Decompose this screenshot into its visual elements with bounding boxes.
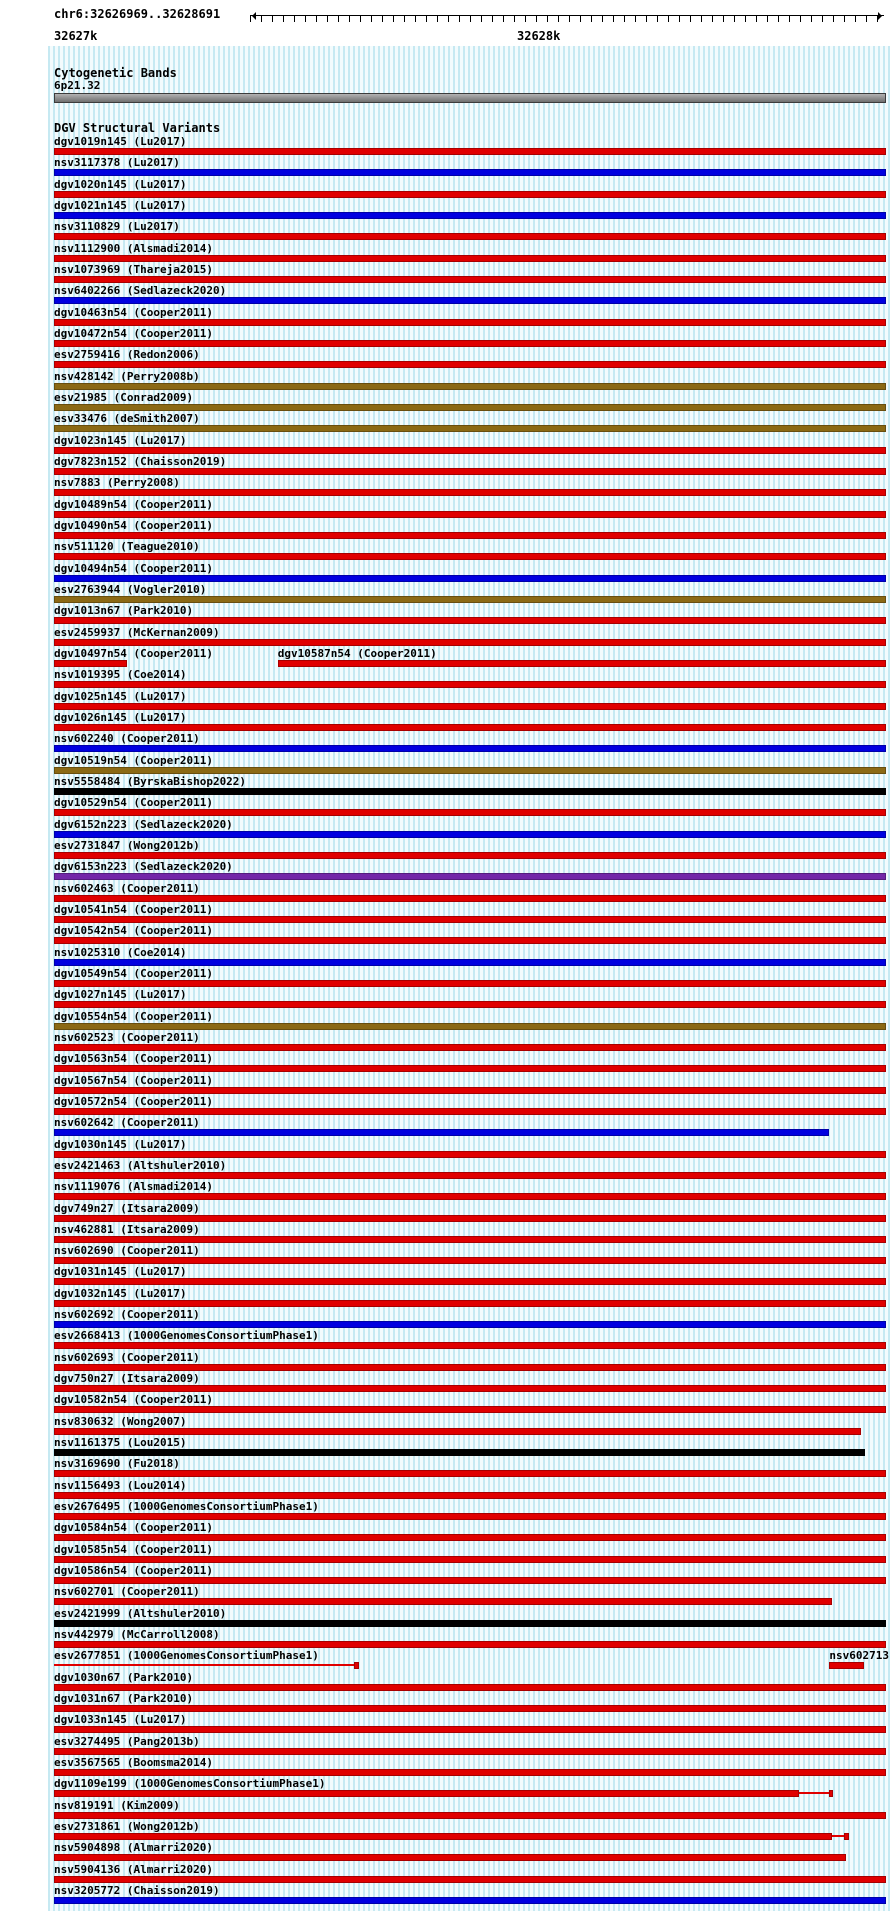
variant-label[interactable]: esv2421999 (Altshuler2010) [54,1606,227,1620]
variant-label[interactable]: nsv602713 [829,1649,890,1663]
variant-bar[interactable] [54,1385,886,1392]
variant-row [54,477,886,497]
variant-row [54,179,886,199]
variant-row [54,755,886,775]
variant-row [54,563,886,583]
variant-label[interactable]: nsv1019395 (Coe2014) [54,668,187,682]
variant-bar[interactable] [54,1108,886,1115]
variant-bar[interactable] [54,831,886,838]
variant-bar[interactable] [54,1470,886,1477]
variant-row [54,1842,886,1862]
variant-bar[interactable] [54,212,886,219]
variant-row [54,1053,886,1073]
variant-bar[interactable] [54,404,886,411]
variant-row [54,1266,886,1286]
variant-label[interactable]: nsv602693 (Cooper2011) [54,1350,200,1364]
variant-row [54,733,886,753]
variant-bar[interactable] [54,980,886,987]
variant-row [54,1672,886,1692]
variant-bar[interactable] [54,297,886,304]
variant-label[interactable]: dgv6152n223 (Sedlazeck2020) [54,817,233,831]
variant-row [54,819,886,839]
variant-label[interactable]: esv2731847 (Wong2012b) [54,838,200,852]
variant-row [54,157,886,177]
variant-row [54,1501,886,1521]
variant-bar[interactable] [54,468,886,475]
variant-bar[interactable] [54,191,886,198]
variant-label[interactable]: nsv602523 (Cooper2011) [54,1030,200,1044]
variant-label[interactable]: dgv10587n54 (Cooper2011) [277,646,437,660]
variant-row [54,1544,886,1564]
variant-bar[interactable] [844,1833,848,1840]
variant-row [54,1117,886,1137]
variant-bar[interactable] [54,233,886,240]
variant-label[interactable]: dgv1030n67 (Park2010) [54,1670,194,1684]
variant-bar[interactable] [54,1087,886,1094]
variant-row [54,1224,886,1244]
variant-bar[interactable] [54,809,886,816]
variant-bar[interactable] [54,1215,886,1222]
variant-row [54,584,886,604]
variant-bar[interactable] [829,1662,863,1669]
variant-label[interactable]: nsv5904898 (Almarri2020) [54,1841,213,1855]
variant-row [54,1394,886,1414]
ruler-tick-label-32627k: 32627k [54,29,98,43]
variant-row [54,1800,886,1820]
variant-bar[interactable] [54,1449,865,1456]
variant-bar[interactable] [54,1492,886,1499]
variant-bar[interactable] [54,1300,886,1307]
ruler-tick-label-32628k: 32628k [517,29,561,43]
variant-bar[interactable] [54,1406,886,1413]
variant-label[interactable]: nsv1156493 (Lou2014) [54,1478,187,1492]
variant-label[interactable]: dgv1032n145 (Lu2017) [54,1286,187,1300]
variant-row [54,1373,886,1393]
variant-label[interactable]: dgv1021n145 (Lu2017) [54,198,187,212]
variant-bar[interactable] [54,1876,886,1883]
variant-label[interactable]: nsv3117378 (Lu2017) [54,156,180,170]
variant-label[interactable]: nsv602642 (Cooper2011) [54,1116,200,1130]
variant-bar[interactable] [54,873,886,880]
variant-bar[interactable] [54,383,886,390]
variant-label[interactable]: nsv1119076 (Alsmadi2014) [54,1180,213,1194]
variant-bar[interactable] [54,1790,799,1797]
variant-label[interactable]: dgv1031n145 (Lu2017) [54,1265,187,1279]
variant-row [54,136,886,156]
variant-label[interactable]: dgv10549n54 (Cooper2011) [54,966,213,980]
variant-row [54,1565,886,1585]
variant-bar-line[interactable] [54,1664,357,1666]
variant-bar[interactable] [54,1513,886,1520]
variant-label[interactable]: esv3567565 (Boomsma2014) [54,1756,213,1770]
variant-bar[interactable] [54,959,886,966]
variant-bar[interactable] [54,553,886,560]
variant-bar[interactable] [54,639,886,646]
variant-row [54,1714,886,1734]
variant-label[interactable]: esv33476 (deSmith2007) [54,412,200,426]
variant-row [54,712,886,732]
variant-label[interactable]: esv2668413 (1000GenomesConsortiumPhase1) [54,1329,319,1343]
variant-label[interactable]: esv3274495 (Pang2013b) [54,1734,200,1748]
variant-bar[interactable] [54,895,886,902]
variant-label[interactable]: nsv428142 (Perry2008b) [54,369,200,383]
variant-row [54,627,886,647]
variant-bar[interactable] [54,703,886,710]
variant-bar[interactable] [54,1854,846,1861]
variant-row [54,1203,886,1223]
variant-label[interactable]: nsv1073969 (Thareja2015) [54,262,213,276]
variant-label[interactable]: nsv602240 (Cooper2011) [54,732,200,746]
variant-row [54,541,886,561]
variant-row [54,413,886,433]
variant-row [54,1416,886,1436]
variant-bar[interactable] [54,1044,886,1051]
variant-row [54,243,886,263]
variant-label[interactable]: dgv1019n145 (Lu2017) [54,135,187,148]
variant-bar[interactable] [54,511,886,518]
variant-row [54,989,886,1009]
variant-bar[interactable] [54,1364,886,1371]
variant-row [54,1330,886,1350]
variant-bar[interactable] [54,1193,886,1200]
variant-row [54,840,886,860]
variant-bar-line[interactable] [799,1792,831,1794]
variant-row [54,349,886,369]
variant-row [54,1885,886,1905]
variant-row [54,904,886,924]
variant-bar[interactable] [54,681,886,688]
variant-label[interactable]: nsv462881 (Itsara2009) [54,1222,200,1236]
variant-row [54,1629,886,1649]
variant-label[interactable]: dgv10463n54 (Cooper2011) [54,305,213,319]
variant-bar[interactable] [54,767,886,774]
variant-label[interactable]: esv2676495 (1000GenomesConsortiumPhase1) [54,1500,319,1514]
variant-bar[interactable] [54,937,886,944]
variant-label[interactable]: dgv1023n145 (Lu2017) [54,433,187,447]
variant-bar[interactable] [54,596,886,603]
variant-bar[interactable] [54,1278,886,1285]
variant-row [54,883,886,903]
variant-bar[interactable] [54,1812,886,1819]
variant-bar[interactable] [54,361,886,368]
variant-label[interactable]: dgv10554n54 (Cooper2011) [54,1009,213,1023]
variant-label[interactable]: nsv442979 (McCarroll2008) [54,1628,220,1642]
variant-row [54,1522,886,1542]
variant-bar[interactable] [54,1598,832,1605]
variant-row [54,776,886,796]
variant-row [54,1096,886,1116]
variant-label[interactable]: esv2677851 (1000GenomesConsortiumPhase1) [54,1649,319,1663]
variant-row [54,1586,886,1606]
variant-row [54,1736,886,1756]
dgv-variant-rows [54,135,890,1911]
ruler-left-arrow-icon [248,12,256,20]
variant-label[interactable]: nsv511120 (Teague2010) [54,540,200,554]
variant-bar[interactable] [54,1151,886,1158]
variant-bar[interactable] [54,1257,886,1264]
variant-bar[interactable] [54,660,127,667]
variant-label[interactable]: nsv1025310 (Coe2014) [54,945,187,959]
variant-row [54,1437,886,1457]
variant-bar[interactable] [54,169,886,176]
variant-row [54,1693,886,1713]
variant-bar[interactable] [54,1023,886,1030]
variant-label[interactable]: dgv10541n54 (Cooper2011) [54,902,213,916]
variant-row [54,691,886,711]
variant-bar[interactable] [54,1705,886,1712]
variant-bar[interactable] [54,724,886,731]
variant-label[interactable]: nsv602692 (Cooper2011) [54,1308,200,1322]
variant-label[interactable]: dgv1013n67 (Park2010) [54,604,194,618]
variant-row [54,1608,886,1628]
variant-label[interactable]: nsv1161375 (Lou2015) [54,1436,187,1450]
variant-bar[interactable] [54,1833,832,1840]
variant-bar[interactable] [54,489,886,496]
variant-label[interactable]: dgv10494n54 (Cooper2011) [54,561,213,575]
overview-ruler [250,15,884,22]
variant-bar[interactable] [54,1897,886,1904]
variant-bar[interactable] [54,852,886,859]
variant-label[interactable]: esv21985 (Conrad2009) [54,390,194,404]
cytoband-track-title: Cytogenetic Bands [54,66,177,80]
variant-bar[interactable] [54,1428,861,1435]
variant-label[interactable]: nsv819191 (Kim2009) [54,1798,180,1812]
variant-row [54,797,886,817]
variant-bar[interactable] [54,788,886,795]
variant-bar[interactable] [54,1534,886,1541]
variant-label[interactable]: dgv749n27 (Itsara2009) [54,1201,200,1215]
variant-label[interactable]: dgv750n27 (Itsara2009) [54,1372,200,1386]
variant-bar[interactable] [54,340,886,347]
variant-label[interactable]: dgv10519n54 (Cooper2011) [54,753,213,767]
variant-row [54,1245,886,1265]
variant-row [54,1458,886,1478]
variant-row [54,520,886,540]
cytoband-name: 6p21.32 [54,79,101,92]
variant-row [54,1032,886,1052]
variant-row [54,1075,886,1095]
variant-bar[interactable] [54,1172,886,1179]
variant-label[interactable]: nsv602690 (Cooper2011) [54,1244,200,1258]
variant-row [54,861,886,881]
variant-label[interactable]: dgv10582n54 (Cooper2011) [54,1393,213,1407]
variant-row [54,1821,886,1841]
variant-bar[interactable] [54,1001,886,1008]
variant-label[interactable]: dgv10490n54 (Cooper2011) [54,518,213,532]
dgv-track-title: DGV Structural Variants [54,121,221,135]
variant-bar[interactable] [54,1129,829,1136]
variant-row [54,1181,886,1201]
variant-row [54,648,886,668]
variant-row [54,1778,886,1798]
variant-row [54,968,886,988]
variant-row [54,669,886,689]
variant-label[interactable]: esv2759416 (Redon2006) [54,348,200,362]
variant-row [54,200,886,220]
variant-label[interactable]: esv2421463 (Altshuler2010) [54,1158,227,1172]
variant-bar[interactable] [54,1065,886,1072]
variant-bar[interactable] [54,617,886,624]
variant-bar[interactable] [54,575,886,582]
variant-label[interactable]: dgv10497n54 (Cooper2011) [54,646,213,660]
variant-label[interactable]: dgv10584n54 (Cooper2011) [54,1521,213,1535]
variant-bar[interactable] [54,1684,886,1691]
variant-label[interactable]: dgv1030n145 (Lu2017) [54,1137,187,1151]
variant-label[interactable]: esv2459937 (McKernan2009) [54,625,220,639]
variant-row [54,328,886,348]
variant-row [54,435,886,455]
variant-label[interactable]: dgv1026n145 (Lu2017) [54,710,187,724]
variant-bar[interactable] [54,1321,886,1328]
ruler-tick-marks [250,16,884,22]
variant-label[interactable]: nsv3110829 (Lu2017) [54,220,180,234]
variant-label[interactable]: dgv1109e199 (1000GenomesConsortiumPhase1) [54,1777,326,1791]
variant-row [54,1757,886,1777]
variant-bar[interactable] [54,1769,886,1776]
variant-row [54,1352,886,1372]
variant-bar[interactable] [54,1577,886,1584]
variant-bar[interactable] [54,1726,886,1733]
variant-row [54,1309,886,1329]
variant-row [54,947,886,967]
variant-label[interactable]: dgv6153n223 (Sedlazeck2020) [54,860,233,874]
variant-row [54,371,886,391]
variant-bar[interactable] [54,276,886,283]
variant-label[interactable]: dgv10563n54 (Cooper2011) [54,1052,213,1066]
variant-row [54,1139,886,1159]
variant-label[interactable]: nsv5904136 (Almarri2020) [54,1862,213,1876]
variant-bar[interactable] [278,660,886,667]
variant-label[interactable]: dgv10542n54 (Cooper2011) [54,924,213,938]
variant-row [54,499,886,519]
variant-bar[interactable] [54,425,886,432]
variant-label[interactable]: nsv6402266 (Sedlazeck2020) [54,284,227,298]
variant-bar[interactable] [54,148,886,155]
variant-label[interactable]: dgv10572n54 (Cooper2011) [54,1094,213,1108]
variant-row [54,605,886,625]
variant-label[interactable]: esv2763944 (Vogler2010) [54,582,207,596]
variant-bar[interactable] [54,1748,886,1755]
variant-label[interactable]: dgv7823n152 (Chaisson2019) [54,454,227,468]
variant-row [54,1160,886,1180]
variant-bar[interactable] [54,319,886,326]
variant-label[interactable]: dgv10567n54 (Cooper2011) [54,1073,213,1087]
variant-label[interactable]: dgv1025n145 (Lu2017) [54,689,187,703]
variant-label[interactable]: dgv1031n67 (Park2010) [54,1692,194,1706]
variant-bar[interactable] [54,1620,886,1627]
variant-bar[interactable] [54,916,886,923]
variant-label[interactable]: nsv3205772 (Chaisson2019) [54,1884,220,1898]
variant-label[interactable]: dgv1020n145 (Lu2017) [54,177,187,191]
variant-label[interactable]: nsv602463 (Cooper2011) [54,881,200,895]
variant-bar[interactable] [54,1236,886,1243]
variant-label[interactable]: dgv1027n145 (Lu2017) [54,988,187,1002]
variant-bar[interactable] [54,1342,886,1349]
variant-row [54,285,886,305]
variant-bar[interactable] [54,532,886,539]
variant-bar[interactable] [54,1556,886,1563]
variant-bar[interactable] [54,1641,886,1648]
variant-row [54,925,886,945]
variant-bar[interactable] [54,745,886,752]
variant-row [54,1864,886,1884]
variant-row [54,392,886,412]
variant-row [54,1480,886,1500]
variant-label[interactable]: nsv5558484 (ByrskaBishop2022) [54,774,247,788]
variant-label[interactable]: dgv10472n54 (Cooper2011) [54,326,213,340]
variant-label[interactable]: nsv3169690 (Fu2018) [54,1457,180,1471]
variant-row [54,456,886,476]
variant-label[interactable]: nsv1112900 (Alsmadi2014) [54,241,213,255]
variant-bar[interactable] [54,447,886,454]
variant-row [54,264,886,284]
variant-label[interactable]: nsv830632 (Wong2007) [54,1414,187,1428]
variant-label[interactable]: dgv1033n145 (Lu2017) [54,1713,187,1727]
variant-label[interactable]: dgv10585n54 (Cooper2011) [54,1542,213,1556]
variant-bar[interactable] [829,1790,833,1797]
region-coordinates: chr6:32626969..32628691 [54,7,221,21]
variant-label[interactable]: dgv10529n54 (Cooper2011) [54,796,213,810]
cytoband-bar[interactable] [54,93,886,103]
variant-bar[interactable] [354,1662,359,1669]
variant-row [54,1288,886,1308]
variant-label[interactable]: dgv10586n54 (Cooper2011) [54,1564,213,1578]
variant-row [54,1011,886,1031]
ruler-right-arrow-icon [878,12,886,20]
variant-label[interactable]: nsv602701 (Cooper2011) [54,1585,200,1599]
variant-bar[interactable] [54,255,886,262]
variant-row [54,221,886,241]
variant-row [54,1649,890,1670]
variant-label[interactable]: esv2731861 (Wong2012b) [54,1820,200,1834]
variant-label[interactable]: nsv7883 (Perry2008) [54,476,180,490]
variant-row [54,307,886,327]
variant-label[interactable]: dgv10489n54 (Cooper2011) [54,497,213,511]
